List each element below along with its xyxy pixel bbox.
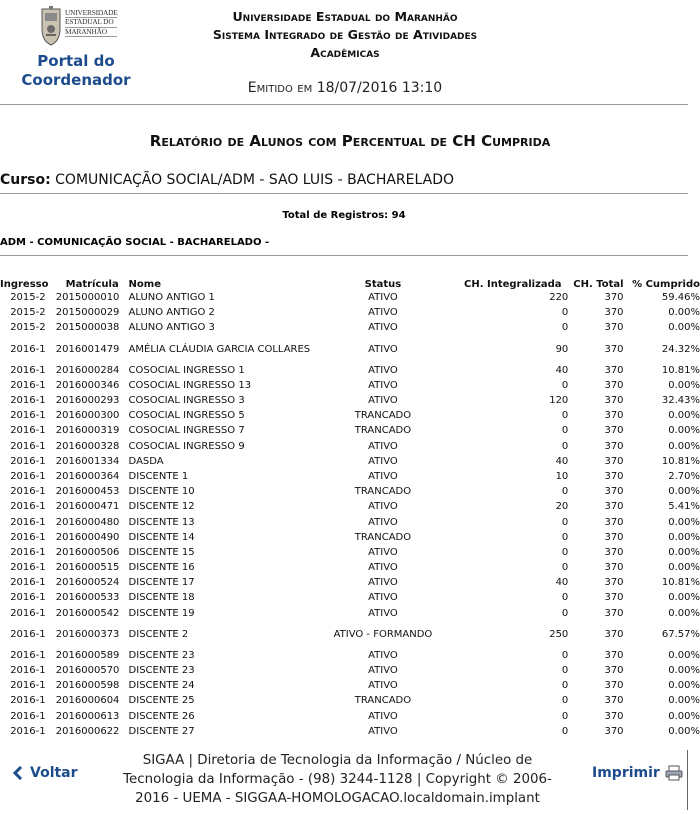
cell-status: ATIVO [368, 343, 398, 355]
table-row [0, 678, 700, 693]
footer-divider [687, 750, 688, 810]
total-records: Total de Registros: 94 [282, 210, 406, 221]
cell-nome: ALUNO ANTIGO 1 [128, 292, 215, 304]
back-button[interactable] [12, 765, 78, 781]
cell-ch-total: 370 [604, 425, 624, 437]
table-row [0, 408, 700, 423]
cell-matricula: 2016000542 [55, 607, 120, 619]
cell-pct-cumprido: 32.43% [661, 395, 700, 407]
cell-status: ATIVO [368, 440, 398, 452]
cell-ch-total: 370 [604, 725, 624, 736]
cell-status: TRANCADO [354, 531, 412, 543]
cell-ch-total: 370 [604, 486, 624, 498]
cell-matricula: 2016000319 [55, 425, 120, 437]
cell-matricula: 2016001479 [55, 343, 120, 355]
table-row [0, 454, 700, 469]
cell-status: ATIVO [368, 680, 398, 692]
col-header-status: Status [364, 279, 402, 290]
cell-ch-total: 370 [604, 410, 624, 422]
cell-status: ATIVO [368, 665, 398, 677]
cell-nome: DISCENTE 2 [128, 628, 189, 640]
cell-ingresso: 2015-2 [10, 322, 46, 334]
cell-nome: DISCENTE 17 [128, 577, 195, 589]
cell-ch-integralizada: 250 [549, 628, 569, 640]
cell-ch-total: 370 [604, 440, 624, 452]
cell-ingresso: 2016-1 [10, 379, 46, 391]
cell-ingresso: 2016-1 [10, 364, 46, 376]
cell-ingresso: 2016-1 [10, 546, 46, 558]
cell-matricula: 2016000533 [55, 592, 120, 604]
report-title: Relatório de Alunos com Percentual de CH Cumprida [149, 132, 551, 150]
cell-nome: COSOCIAL INGRESSO 9 [128, 440, 245, 452]
table-row [0, 320, 700, 335]
print-label: Imprimir [592, 765, 660, 781]
cell-nome: DISCENTE 19 [128, 607, 195, 619]
cell-status: ATIVO [368, 395, 398, 407]
table-row [0, 560, 700, 575]
portal-title-line2: Coordenador [21, 71, 131, 89]
cell-ingresso: 2016-1 [10, 710, 46, 722]
cell-status: TRANCADO [354, 410, 412, 422]
logo-text-line: ESTADUAL DO [65, 18, 117, 27]
cell-ingresso: 2016-1 [10, 410, 46, 422]
footer-line1: SIGAA | Diretoria de Tecnologia da Informação / Núcleo de [142, 753, 533, 768]
cell-status: ATIVO [368, 470, 398, 482]
cell-status: ATIVO [368, 592, 398, 604]
cell-ch-total: 370 [604, 343, 624, 355]
cell-pct-cumprido: 0.00% [668, 425, 700, 437]
cell-status: ATIVO [368, 546, 398, 558]
cell-ingresso: 2016-1 [10, 665, 46, 677]
cell-status: TRANCADO [354, 695, 412, 707]
table-row [0, 336, 700, 363]
report-table [0, 262, 700, 736]
table-row [0, 724, 700, 736]
cell-pct-cumprido: 10.81% [661, 364, 700, 376]
cell-nome: DISCENTE 1 [128, 470, 189, 482]
cell-nome: COSOCIAL INGRESSO 1 [128, 364, 245, 376]
cell-pct-cumprido: 67.57% [661, 628, 700, 640]
crest-icon [40, 5, 62, 47]
cell-status: ATIVO [368, 364, 398, 376]
cell-ch-integralizada: 20 [555, 501, 569, 513]
cell-status: ATIVO [368, 562, 398, 574]
cell-ingresso: 2016-1 [10, 592, 46, 604]
cell-matricula: 2016001334 [55, 455, 120, 467]
group-divider [0, 255, 688, 256]
cell-ch-integralizada: 0 [561, 665, 569, 677]
cell-nome: COSOCIAL INGRESSO 3 [128, 395, 245, 407]
cell-matricula: 2016000293 [55, 395, 120, 407]
cell-pct-cumprido: 0.00% [668, 440, 700, 452]
col-header-pct-cumprido: % Cumprido [632, 279, 700, 290]
cell-ch-total: 370 [604, 562, 624, 574]
cell-pct-cumprido: 59.46% [661, 292, 700, 304]
cell-ingresso: 2016-1 [10, 649, 46, 661]
cell-nome: DISCENTE 10 [128, 486, 195, 498]
cell-ch-integralizada: 40 [555, 577, 569, 589]
cell-ch-total: 370 [604, 322, 624, 334]
col-header-matricula: Matrícula [65, 279, 119, 290]
cell-ch-integralizada: 40 [555, 364, 569, 376]
cell-ingresso: 2016-1 [10, 725, 46, 736]
table-row [0, 484, 700, 499]
cell-ch-total: 370 [604, 292, 624, 304]
cell-status: ATIVO [368, 292, 398, 304]
cell-pct-cumprido: 0.00% [668, 410, 700, 422]
cell-matricula: 2016000570 [55, 665, 120, 677]
cell-nome: COSOCIAL INGRESSO 13 [128, 379, 252, 391]
cell-pct-cumprido: 0.00% [668, 322, 700, 334]
emission-date: Emitido em 18/07/2016 13:10 [247, 80, 443, 96]
cell-ingresso: 2016-1 [10, 531, 46, 543]
cell-ch-total: 370 [604, 470, 624, 482]
cell-pct-cumprido: 0.00% [668, 695, 700, 707]
cell-matricula: 2016000346 [55, 379, 120, 391]
portal-title[interactable] [0, 52, 152, 90]
cell-ch-integralizada: 0 [561, 546, 569, 558]
footer-line2: Tecnologia da Informação - (98) 3244-1128 | Copyright © 2006- [123, 772, 552, 787]
cell-ch-integralizada: 40 [555, 455, 569, 467]
cell-matricula: 2016000480 [55, 516, 120, 528]
cell-matricula: 2016000453 [55, 486, 120, 498]
cell-ingresso: 2016-1 [10, 470, 46, 482]
cell-status: TRANCADO [354, 486, 412, 498]
cell-matricula: 2016000300 [55, 410, 120, 422]
cell-pct-cumprido: 24.32% [661, 343, 700, 355]
course-value: COMUNICAÇÃO SOCIAL/ADM - SAO LUIS - BACHARELADO [55, 172, 455, 188]
cell-matricula: 2016000515 [55, 562, 120, 574]
cell-ch-integralizada: 0 [561, 425, 569, 437]
back-label: Voltar [30, 765, 78, 781]
table-row [0, 575, 700, 590]
cell-ch-total: 370 [604, 516, 624, 528]
cell-matricula: 2016000471 [55, 501, 120, 513]
cell-pct-cumprido: 0.00% [668, 486, 700, 498]
table-row [0, 378, 700, 393]
institution-line2: Sistema Integrado de Gestão de Atividades [212, 27, 478, 42]
cell-status: ATIVO [368, 607, 398, 619]
logo-text-line: MARANHÃO [65, 28, 117, 37]
cell-status: ATIVO [368, 577, 398, 589]
page-footer [0, 745, 700, 815]
cell-matricula: 2015000010 [55, 292, 120, 304]
cell-pct-cumprido: 10.81% [661, 455, 700, 467]
cell-ch-integralizada: 90 [555, 343, 569, 355]
cell-pct-cumprido: 0.00% [668, 649, 700, 661]
cell-nome: DISCENTE 25 [128, 695, 195, 707]
cell-pct-cumprido: 0.00% [668, 516, 700, 528]
cell-ch-integralizada: 0 [561, 379, 569, 391]
table-row [0, 590, 700, 605]
cell-pct-cumprido: 0.00% [668, 546, 700, 558]
cell-pct-cumprido: 0.00% [668, 725, 700, 736]
cell-nome: DISCENTE 16 [128, 562, 195, 574]
cell-status: ATIVO [368, 649, 398, 661]
cell-status: ATIVO [368, 501, 398, 513]
cell-ingresso: 2016-1 [10, 562, 46, 574]
cell-ingresso: 2016-1 [10, 486, 46, 498]
cell-status: ATIVO [368, 322, 398, 334]
cell-ingresso: 2015-2 [10, 292, 46, 304]
cell-nome: DISCENTE 26 [128, 710, 195, 722]
col-header-ch-total: CH. Total [573, 279, 624, 290]
cell-ch-integralizada: 0 [561, 486, 569, 498]
cell-matricula: 2016000524 [55, 577, 120, 589]
table-row [0, 423, 700, 438]
cell-matricula: 2016000328 [55, 440, 120, 452]
table-row [0, 709, 700, 724]
header-divider [0, 104, 688, 105]
table-row [0, 305, 700, 320]
cell-ch-integralizada: 0 [561, 440, 569, 452]
cell-ingresso: 2016-1 [10, 516, 46, 528]
cell-matricula: 2016000373 [55, 628, 120, 640]
cell-pct-cumprido: 5.41% [668, 501, 700, 513]
table-row [0, 621, 700, 648]
cell-pct-cumprido: 0.00% [668, 607, 700, 619]
cell-ch-total: 370 [604, 607, 624, 619]
cell-pct-cumprido: 0.00% [668, 680, 700, 692]
cell-ch-integralizada: 120 [549, 395, 569, 407]
cell-pct-cumprido: 2.70% [668, 470, 700, 482]
footer-credits [95, 751, 580, 808]
institution-line3: Acadêmicas [310, 45, 380, 60]
cell-pct-cumprido: 0.00% [668, 710, 700, 722]
cell-status: ATIVO [368, 379, 398, 391]
cell-ch-total: 370 [604, 592, 624, 604]
cell-status: ATIVO [368, 710, 398, 722]
cell-nome: DISCENTE 24 [128, 680, 195, 692]
cell-ch-total: 370 [604, 531, 624, 543]
course-divider [0, 193, 688, 194]
cell-nome: ALUNO ANTIGO 3 [128, 322, 215, 334]
cell-pct-cumprido: 0.00% [668, 592, 700, 604]
cell-status: ATIVO [368, 307, 398, 319]
cell-ch-total: 370 [604, 710, 624, 722]
cell-ingresso: 2016-1 [10, 455, 46, 467]
cell-ch-integralizada: 0 [561, 607, 569, 619]
cell-matricula: 2016000490 [55, 531, 120, 543]
table-row [0, 393, 700, 408]
cell-ch-total: 370 [604, 680, 624, 692]
cell-ingresso: 2016-1 [10, 607, 46, 619]
portal-title-line1: Portal do [37, 52, 115, 70]
cell-ch-total: 370 [604, 307, 624, 319]
cell-matricula: 2016000506 [55, 546, 120, 558]
cell-ch-integralizada: 0 [561, 410, 569, 422]
cell-ch-total: 370 [604, 364, 624, 376]
cell-ingresso: 2016-1 [10, 501, 46, 513]
institution-name [170, 8, 520, 62]
cell-pct-cumprido: 0.00% [668, 379, 700, 391]
cell-nome: COSOCIAL INGRESSO 5 [128, 410, 245, 422]
cell-ch-integralizada: 220 [549, 292, 569, 304]
table-row [0, 545, 700, 560]
table-header-row [0, 262, 700, 290]
cell-ingresso: 2016-1 [10, 425, 46, 437]
cell-ingresso: 2016-1 [10, 628, 46, 640]
cell-ch-integralizada: 0 [561, 592, 569, 604]
cell-ch-total: 370 [604, 665, 624, 677]
table-row [0, 439, 700, 454]
cell-nome: DISCENTE 23 [128, 665, 195, 677]
cell-matricula: 2016000622 [55, 725, 120, 736]
group-heading: ADM - COMUNICAÇÃO SOCIAL - BACHARELADO - [0, 237, 270, 248]
cell-nome: DISCENTE 13 [128, 516, 195, 528]
cell-status: TRANCADO [354, 425, 412, 437]
cell-pct-cumprido: 0.00% [668, 531, 700, 543]
cell-ch-integralizada: 0 [561, 680, 569, 692]
table-row [0, 363, 700, 378]
chevron-left-icon [12, 766, 24, 780]
cell-nome: ALUNO ANTIGO 2 [128, 307, 215, 319]
cell-nome: COSOCIAL INGRESSO 7 [128, 425, 245, 437]
cell-ingresso: 2016-1 [10, 695, 46, 707]
print-button[interactable] [592, 765, 683, 781]
table-row [0, 648, 700, 663]
cell-matricula: 2016000364 [55, 470, 120, 482]
page-header [0, 0, 700, 106]
cell-pct-cumprido: 10.81% [661, 577, 700, 589]
cell-ch-total: 370 [604, 546, 624, 558]
cell-ch-integralizada: 0 [561, 516, 569, 528]
cell-nome: DISCENTE 18 [128, 592, 195, 604]
cell-status: ATIVO [368, 516, 398, 528]
university-logo [40, 5, 118, 49]
cell-pct-cumprido: 0.00% [668, 665, 700, 677]
cell-matricula: 2016000604 [55, 695, 120, 707]
col-header-nome: Nome [128, 279, 161, 290]
cell-matricula: 2016000613 [55, 710, 120, 722]
table-row [0, 290, 700, 305]
cell-matricula: 2016000589 [55, 649, 120, 661]
cell-ch-integralizada: 0 [561, 725, 569, 736]
cell-ch-total: 370 [604, 501, 624, 513]
cell-nome: DISCENTE 23 [128, 649, 195, 661]
cell-ch-integralizada: 0 [561, 649, 569, 661]
cell-status: ATIVO - FORMANDO [333, 628, 433, 640]
cell-ch-total: 370 [604, 628, 624, 640]
course-info [0, 172, 454, 188]
course-label: Curso: [0, 172, 51, 188]
table-row [0, 530, 700, 545]
cell-nome: AMÉLIA CLÁUDIA GARCIA COLLARES [128, 343, 311, 355]
report-table-container[interactable] [0, 262, 700, 736]
cell-ch-total: 370 [604, 695, 624, 707]
cell-ch-total: 370 [604, 455, 624, 467]
cell-ch-integralizada: 0 [561, 710, 569, 722]
printer-icon [665, 765, 683, 781]
cell-ch-integralizada: 0 [561, 531, 569, 543]
cell-ch-integralizada: 0 [561, 307, 569, 319]
cell-nome: DISCENTE 27 [128, 725, 195, 736]
col-header-ingresso: Ingresso [0, 279, 49, 290]
footer-line3: 2016 - UEMA - SIGGAA-HOMOLOGACAO.localdomain.implant [135, 791, 540, 806]
table-row [0, 499, 700, 514]
cell-ingresso: 2016-1 [10, 395, 46, 407]
table-row [0, 693, 700, 708]
cell-pct-cumprido: 0.00% [668, 562, 700, 574]
cell-nome: DISCENTE 12 [128, 501, 195, 513]
cell-matricula: 2016000598 [55, 680, 120, 692]
table-row [0, 606, 700, 621]
logo-text-line: UNIVERSIDADE [65, 8, 118, 17]
cell-ingresso: 2016-1 [10, 577, 46, 589]
cell-ch-total: 370 [604, 379, 624, 391]
cell-ch-integralizada: 0 [561, 322, 569, 334]
cell-ch-total: 370 [604, 649, 624, 661]
cell-matricula: 2016000284 [55, 364, 120, 376]
cell-ingresso: 2015-2 [10, 307, 46, 319]
table-row [0, 514, 700, 529]
cell-ingresso: 2016-1 [10, 680, 46, 692]
cell-matricula: 2015000029 [55, 307, 120, 319]
cell-ch-integralizada: 10 [555, 470, 569, 482]
cell-ingresso: 2016-1 [10, 440, 46, 452]
cell-matricula: 2015000038 [55, 322, 120, 334]
cell-status: ATIVO [368, 725, 398, 736]
cell-ch-integralizada: 0 [561, 695, 569, 707]
cell-pct-cumprido: 0.00% [668, 307, 700, 319]
table-row [0, 469, 700, 484]
cell-nome: DISCENTE 15 [128, 546, 195, 558]
institution-line1: Universidade Estadual do Maranhão [232, 9, 458, 24]
cell-ingresso: 2016-1 [10, 343, 46, 355]
table-row [0, 663, 700, 678]
col-header-ch-integralizada: CH. Integralizada [464, 279, 562, 290]
cell-status: ATIVO [368, 455, 398, 467]
cell-ch-total: 370 [604, 395, 624, 407]
cell-nome: DISCENTE 14 [128, 531, 195, 543]
cell-ch-total: 370 [604, 577, 624, 589]
cell-ch-integralizada: 0 [561, 562, 569, 574]
cell-nome: DASDA [128, 455, 164, 467]
